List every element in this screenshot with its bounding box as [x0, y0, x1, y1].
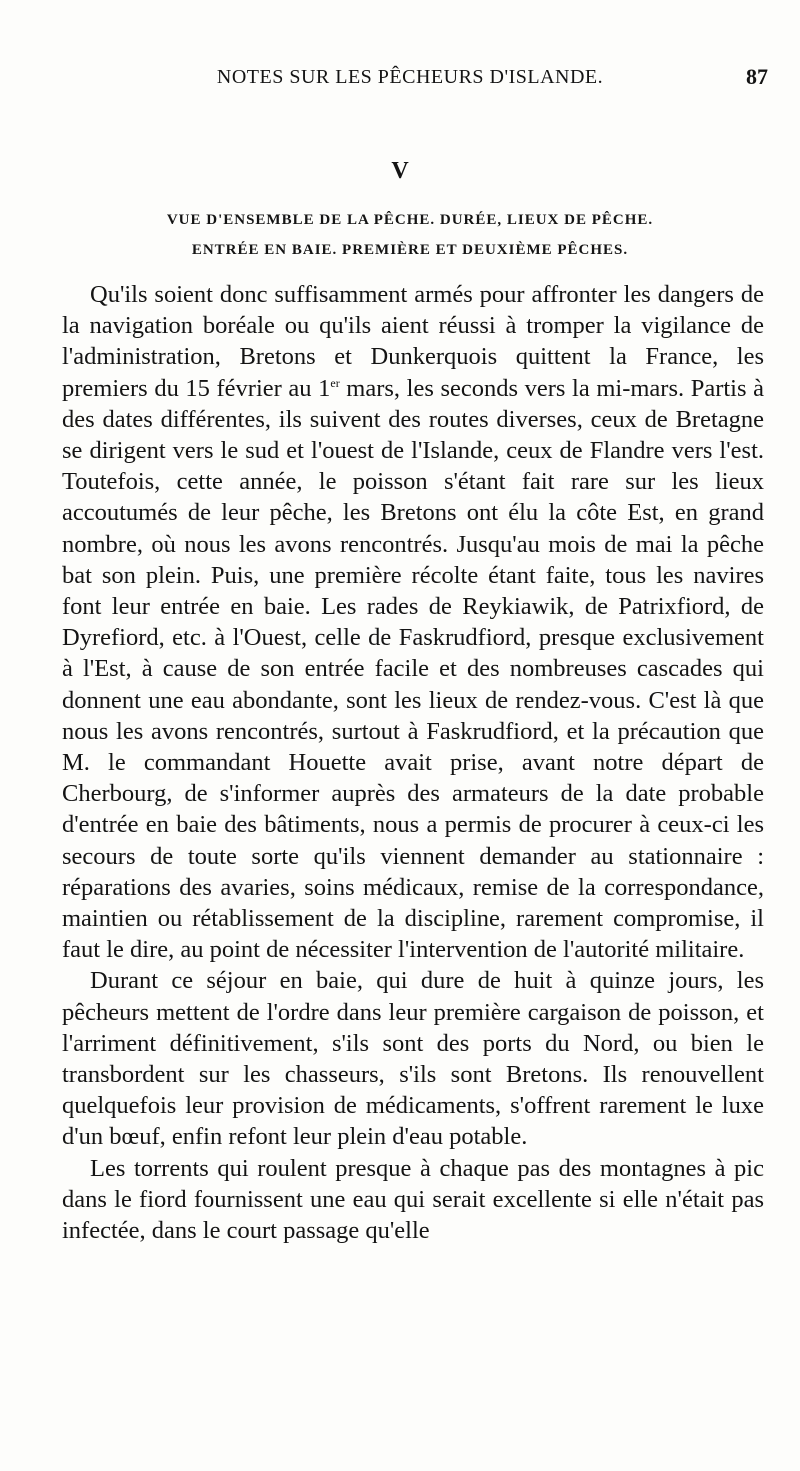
- body-text: [62, 279, 764, 1246]
- section-number: V: [391, 158, 409, 184]
- section-heading: [60, 205, 760, 265]
- page-number: 87: [746, 64, 768, 89]
- paragraph-1-part-b: mars, les seconds vers la mi-mars. Partis à des dates différentes, ils suivent des routes diverses, ceux de Bretagne se dirigent vers le sud et l'ouest de l'Islande, ceux de Flandre vers l'est. Toutefois, cette année, le poisson s'étant fait rare sur les lieux accoutumés de leur pêche, les Bretons ont élu la côte Est, en grand nombre, où nous les avons rencontrés. Jusqu'au mois de mai la pêche bat son plein. Puis, une première récolte étant faite, tous les navires font leur entrée en baie. Les rades de Reykiawik, de Patrixfiord, de Dyrefiord, etc. à l'Ouest, celle de Faskrudfiord, presque exclusivement à l'Est, à cause de son entrée facile et des nombreuses cascades qui donnent une eau abondante, sont les lieux de rendez-vous. C'est là que nous les avons rencontrés, surtout à Faskrudfiord, et la précaution que M. le commandant Houette avait prise, avant notre départ de Cherbourg, de s'informer auprès des armateurs de la date probable d'entrée en baie des bâtiments, nous a permis de procurer à ceux-ci les secours de toute sorte qu'ils viennent demander au stationnaire : réparations des avaries, soins médicaux, remise de la correspondance, maintien ou rétablissement de la discipline, rarement compromise, il faut le dire, au point de nécessiter l'intervention de l'autorité militaire.: [62, 374, 764, 964]
- ordinal-superscript: er: [330, 375, 340, 390]
- section-heading-line-1: VUE D'ENSEMBLE DE LA PÊCHE. DURÉE, LIEUX DE PÊCHE.: [166, 212, 654, 228]
- paragraph-1-part-a: Qu'ils soient donc suffisamment armés pour affronter les dangers de la navigation boréale ou qu'ils aient réussi à tromper la vigilance de l'administration, Bretons et Dunkerquois quittent la France, les premiers du 15 février au 1: [62, 281, 764, 402]
- paragraph-3: Les torrents qui roulent presque à chaque pas des montagnes à pic dans le fiord fournissent une eau qui serait excellente si elle n'était pas infectée, dans le court passage qu'elle: [62, 1154, 764, 1245]
- running-title: NOTES SUR LES PÊCHEURS D'ISLANDE.: [216, 66, 604, 88]
- running-header: [60, 62, 768, 92]
- paragraph-2: Durant ce séjour en baie, qui dure de huit à quinze jours, les pêcheurs mettent de l'ordre dans leur première cargaison de poisson, et l'arriment définitivement, s'ils sont des ports du Nord, ou bien le transbordent sur les chasseurs, s'ils sont Bretons. Ils renouvellent quelquefois leur provision de médicaments, s'offrent rarement le luxe d'un bœuf, enfin refont leur plein d'eau potable.: [62, 967, 764, 1151]
- paragraph-1: [62, 279, 764, 965]
- section-heading-line-2: ENTRÉE EN BAIE. PREMIÈRE ET DEUXIÈME PÊCHES.: [191, 242, 629, 258]
